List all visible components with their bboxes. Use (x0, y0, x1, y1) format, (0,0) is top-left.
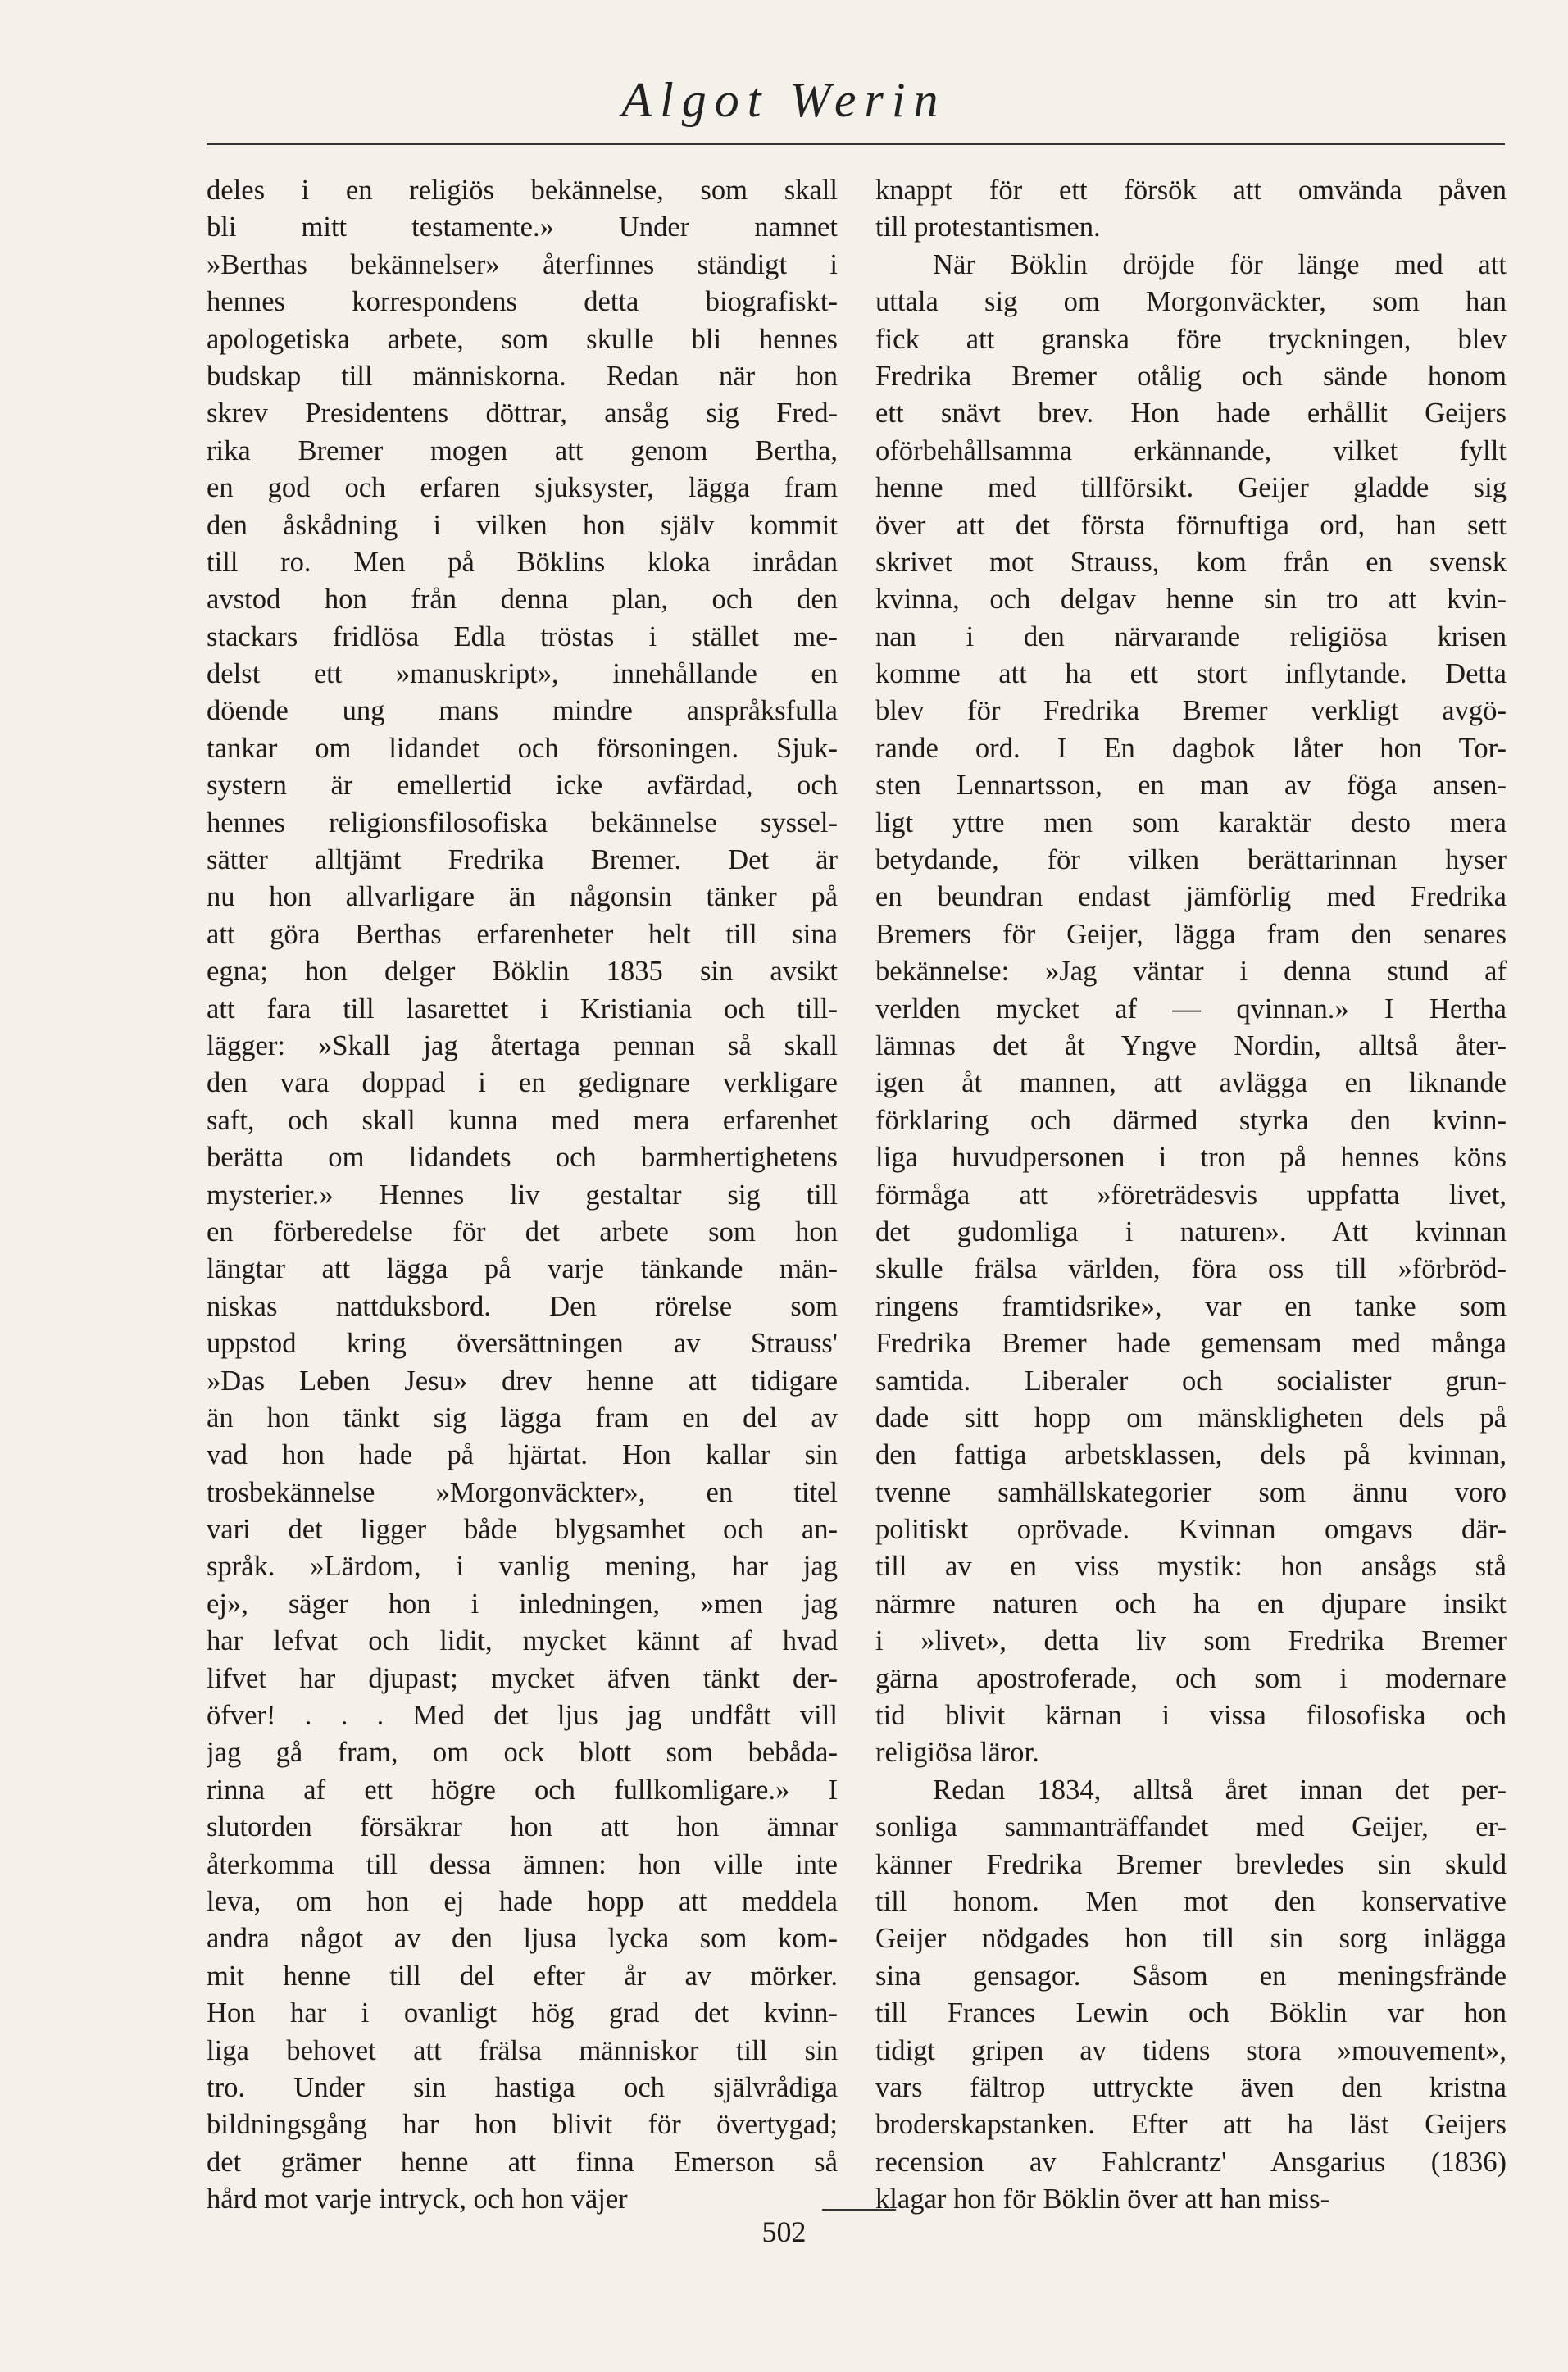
text-line: saft, och skall kunna med mera erfarenhet (207, 1104, 838, 1136)
text-line: hennes religionsfilosofiska bekännelse syssel- (207, 807, 838, 838)
text-line: den åskådning i vilken hon själv kommit (207, 509, 838, 541)
text-line: Hon har i ovanligt hög grad det kvinn- (207, 1997, 838, 2029)
text-line: Fredrika Bremer hade gemensam med många (875, 1328, 1507, 1360)
text-line: skrivet mot Strauss, kom från en svensk (875, 546, 1507, 578)
text-line: Geijer nödgades hon till sin sorg inlägga (875, 1923, 1507, 1955)
text-line: jag gå fram, om ock blott som bebåda- (207, 1737, 838, 1769)
text-line: uppstod kring översättningen av Strauss' (207, 1328, 838, 1360)
text-line: avstod hon från denna plan, och den (207, 584, 838, 616)
text-line: liga behovet att frälsa människor till sin (207, 2034, 838, 2066)
text-line: att fara till lasarettet i Kristiania och till- (207, 993, 838, 1025)
text-line: systern är emellertid icke avfärdad, och (207, 770, 838, 802)
text-line: När Böklin dröjde för länge med att (933, 248, 1507, 280)
text-line: bekännelse: »Jag väntar i denna stund af (875, 956, 1507, 988)
text-line: tidigt gripen av tidens stora »mouvement», (875, 2034, 1507, 2066)
text-line: mit henne till del efter år av mörker. (207, 1960, 838, 1992)
text-line: den vara doppad i en gedignare verkligare (207, 1067, 838, 1099)
text-line: deles i en religiös bekännelse, som skall (207, 175, 838, 206)
header-rule (207, 143, 1505, 145)
text-line: vad hon hade på hjärtat. Hon kallar sin (207, 1439, 838, 1471)
text-line: politiskt oprövade. Kvinnan omgavs där- (875, 1514, 1507, 1546)
text-line: knappt för ett försök att omvända påven (875, 175, 1507, 206)
text-line: ej», säger hon i inledningen, »men jag (207, 1588, 838, 1620)
text-line: niskas nattduksbord. Den rörelse som (207, 1290, 838, 1322)
text-line: bildningsgång har hon blivit för övertygad; (207, 2109, 838, 2141)
text-line: skrev Presidentens döttrar, ansåg sig Fred- (207, 398, 838, 429)
text-line: egna; hon delger Böklin 1835 sin avsikt (207, 956, 838, 988)
text-line: kvinna, och delgav henne sin tro att kvin- (875, 584, 1507, 616)
text-line: Bremers för Geijer, lägga fram den senares (875, 918, 1507, 950)
text-line: närmre naturen och ha en djupare insikt (875, 1588, 1507, 1620)
text-line: sätter alltjämt Fredrika Bremer. Det är (207, 844, 838, 876)
text-line: berätta om lidandets och barmhertighetens (207, 1142, 838, 1174)
text-line: slutorden försäkrar hon att hon ämnar (207, 1811, 838, 1843)
left-column (207, 172, 838, 2218)
text-line: återkomma till dessa ämnen: hon ville inte (207, 1848, 838, 1880)
text-line: ringens framtidsrike», var en tanke som (875, 1290, 1507, 1322)
text-line: det gudomliga i naturen». Att kvinnan (875, 1216, 1507, 1247)
text-line: har lefvat och lidit, mycket kännt af hvad (207, 1625, 838, 1657)
text-line: språk. »Lärdom, i vanlig mening, har jag (207, 1551, 838, 1583)
text-line: samtida. Liberaler och socialister grun- (875, 1365, 1507, 1397)
text-line: en förberedelse för det arbete som hon (207, 1216, 838, 1247)
text-line: att göra Berthas erfarenheter helt till sina (207, 918, 838, 950)
text-line: lägger: »Skall jag återtaga pennan så skall (207, 1029, 838, 1061)
text-line: Redan 1834, alltså året innan det per- (933, 1774, 1507, 1806)
text-line: till honom. Men mot den konservative (875, 1885, 1507, 1917)
text-line: komme att ha ett stort inflytande. Detta (875, 658, 1507, 690)
text-line: sten Lennartsson, en man av föga ansen- (875, 770, 1507, 802)
page-number-rule (822, 2209, 896, 2211)
text-line: fick att granska före tryckningen, blev (875, 323, 1507, 355)
text-line: rinna af ett högre och fullkomligare.» I (207, 1774, 838, 1806)
text-line: tro. Under sin hastiga och självrådiga (207, 2071, 838, 2103)
text-line: sonliga sammanträffandet med Geijer, er- (875, 1811, 1507, 1843)
text-line: hennes korrespondens detta biografiskt- (207, 286, 838, 318)
right-column (875, 172, 1507, 2218)
text-line: rande ord. I En dagbok låter hon Tor- (875, 732, 1507, 764)
text-line: hård mot varje intryck, och hon väjer (207, 2183, 628, 2215)
text-line: »Das Leben Jesu» drev henne att tidigare (207, 1365, 838, 1397)
text-line: längtar att lägga på varje tänkande män- (207, 1253, 838, 1285)
text-line: betydande, för vilken berättarinnan hyser (875, 844, 1507, 876)
text-line: sina gensagor. Såsom en meningsfrände (875, 1960, 1507, 1992)
text-line: klagar hon för Böklin över att han miss- (875, 2183, 1330, 2215)
text-line: förmåga att »företrädesvis uppfatta livet, (875, 1179, 1507, 1211)
text-line: en god och erfaren sjuksyster, lägga fram (207, 472, 838, 504)
text-line: delst ett »manuskript», innehållande en (207, 658, 838, 690)
text-line: blev för Fredrika Bremer verkligt avgö- (875, 695, 1507, 727)
text-line: igen åt mannen, att avlägga en liknande (875, 1067, 1507, 1099)
text-line: lifvet har djupast; mycket äfven tänkt der- (207, 1662, 838, 1694)
text-line: tid blivit kärnan i vissa filosofiska och (875, 1700, 1507, 1732)
text-line: ett snävt brev. Hon hade erhållit Geijers (875, 398, 1507, 429)
text-line: döende ung mans mindre anspråksfulla (207, 695, 838, 727)
text-line: budskap till människorna. Redan när hon (207, 360, 838, 392)
text-line: henne med tillförsikt. Geijer gladde sig (875, 472, 1507, 504)
text-line: lämnas det åt Yngve Nordin, alltså åter- (875, 1029, 1507, 1061)
text-line: den fattiga arbetsklassen, dels på kvinnan, (875, 1439, 1507, 1471)
text-line: i »livet», detta liv som Fredrika Bremer (875, 1625, 1507, 1657)
running-header: Algot Werin (621, 73, 947, 127)
text-line: Fredrika Bremer otålig och sände honom (875, 360, 1507, 392)
text-line: än hon tänkt sig lägga fram en del av (207, 1402, 838, 1434)
text-line: liga huvudpersonen i tron på hennes köns (875, 1142, 1507, 1174)
text-line: broderskapstanken. Efter att ha läst Geijers (875, 2109, 1507, 2141)
text-line: bli mitt testamente.» Under namnet (207, 211, 838, 243)
text-line: vars fältrop uttryckte även den kristna (875, 2071, 1507, 2103)
text-line: andra något av den ljusa lycka som kom- (207, 1923, 838, 1955)
text-line: tvenne samhällskategorier som ännu voro (875, 1476, 1507, 1508)
text-line: till Frances Lewin och Böklin var hon (875, 1997, 1507, 2029)
text-line: uttala sig om Morgonväckter, som han (875, 286, 1507, 318)
text-line: gärna apostroferade, och som i modernare (875, 1662, 1507, 1694)
text-line: känner Fredrika Bremer brevledes sin skuld (875, 1848, 1507, 1880)
text-line: mysterier.» Hennes liv gestaltar sig till (207, 1179, 838, 1211)
text-line: apologetiska arbete, som skulle bli hennes (207, 323, 838, 355)
text-line: nan i den närvarande religiösa krisen (875, 620, 1507, 652)
text-line: tankar om lidandet och försoningen. Sjuk- (207, 732, 838, 764)
text-line: trosbekännelse »Morgonväckter», en titel (207, 1476, 838, 1508)
text-line: vari det ligger både blygsamhet och an- (207, 1514, 838, 1546)
text-line: skulle frälsa världen, föra oss till »förbröd- (875, 1253, 1507, 1285)
text-line: dade sitt hopp om mänskligheten dels på (875, 1402, 1507, 1434)
text-line: leva, om hon ej hade hopp att meddela (207, 1885, 838, 1917)
text-line: ligt yttre men som karaktär desto mera (875, 807, 1507, 838)
text-line: recension av Fahlcrantz' Ansgarius (1836) (875, 2146, 1507, 2178)
text-line: en beundran endast jämförlig med Fredrika (875, 881, 1507, 913)
text-line: det grämer henne att finna Emerson så (207, 2146, 838, 2178)
text-line: öfver! . . . Med det ljus jag undfått vill (207, 1700, 838, 1732)
text-line: till ro. Men på Böklins kloka inrådan (207, 546, 838, 578)
text-line: över att det första förnuftiga ord, han sett (875, 509, 1507, 541)
text-line: verlden mycket af — qvinnan.» I Hertha (875, 993, 1507, 1025)
text-line: stackars fridlösa Edla tröstas i stället me- (207, 620, 838, 652)
page-number: 502 (761, 2215, 807, 2248)
text-line: nu hon allvarligare än någonsin tänker på (207, 881, 838, 913)
text-line: till av en viss mystik: hon ansågs stå (875, 1551, 1507, 1583)
text-line: förklaring och därmed styrka den kvinn- (875, 1104, 1507, 1136)
text-line: oförbehållsamma erkännande, vilket fyllt (875, 434, 1507, 466)
text-line: »Berthas bekännelser» återfinnes ständigt i (207, 248, 838, 280)
text-line: till protestantismen. (875, 211, 1101, 243)
text-line: religiösa läror. (875, 1737, 1039, 1769)
text-line: rika Bremer mogen att genom Bertha, (207, 434, 838, 466)
